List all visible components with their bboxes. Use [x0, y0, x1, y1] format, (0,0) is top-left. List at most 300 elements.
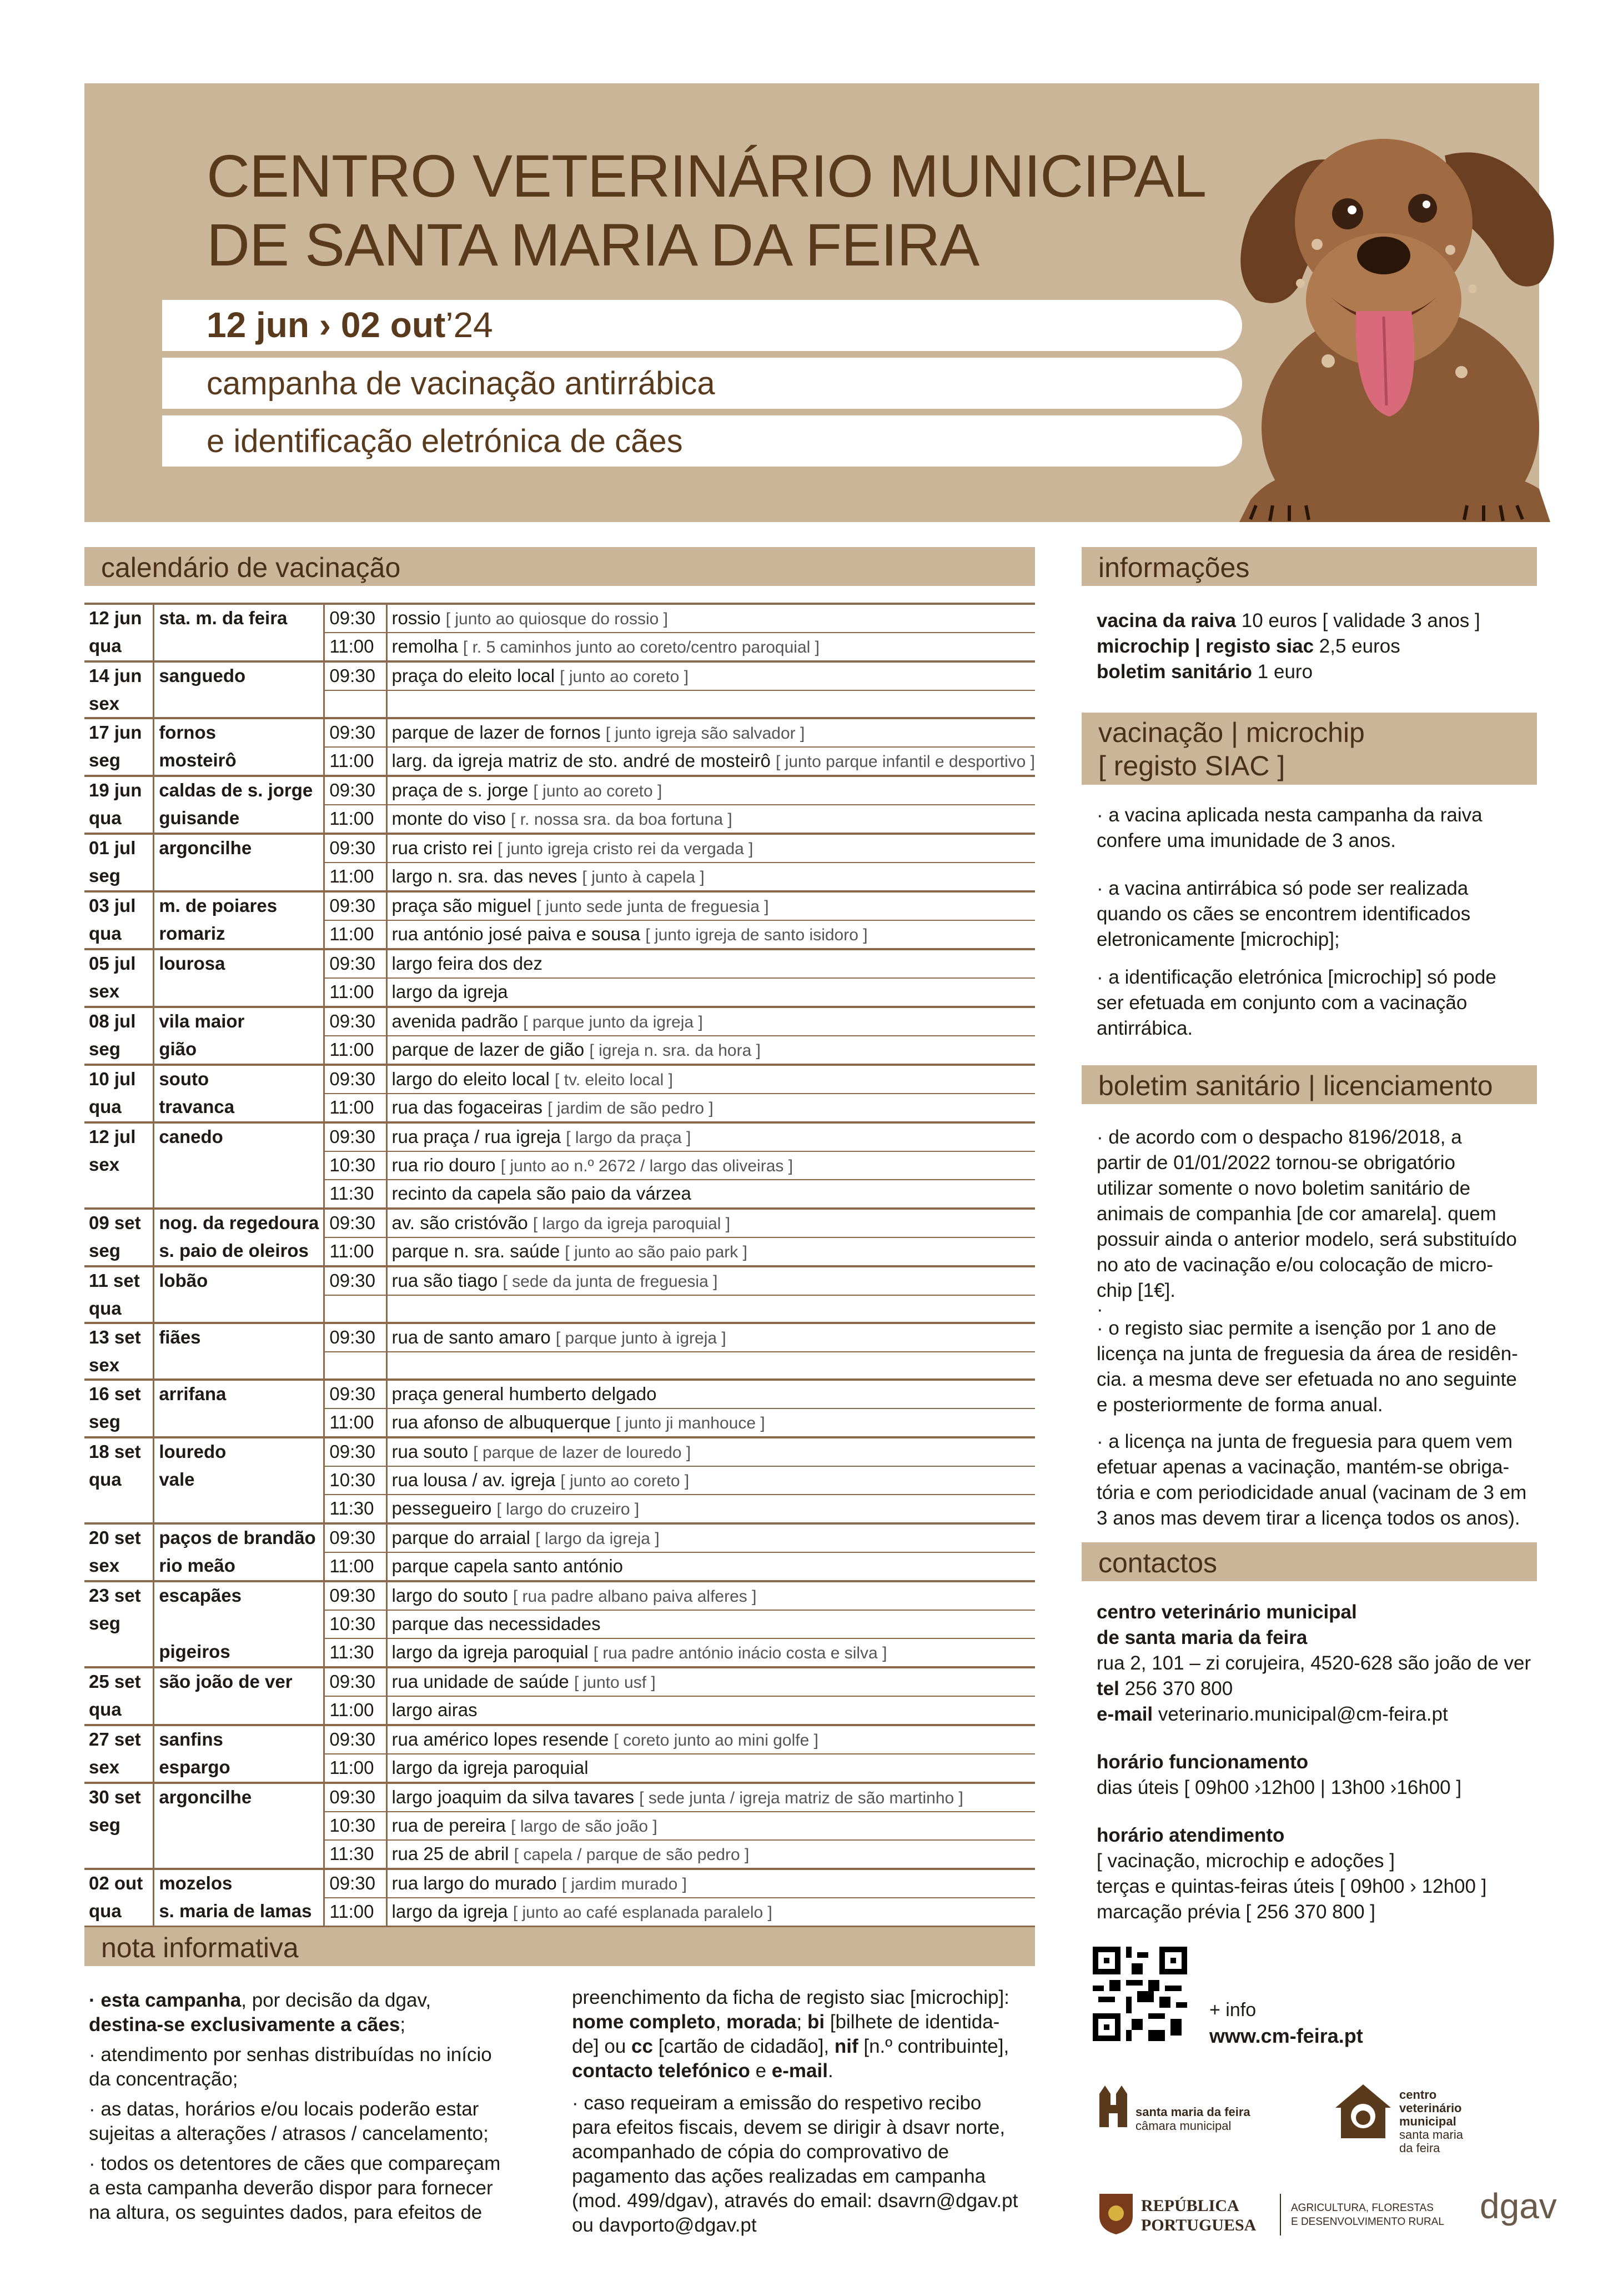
- location-name: rua rio douro: [391, 1155, 496, 1175]
- location-name: rossio: [391, 608, 441, 628]
- location-name: monte do viso: [391, 808, 506, 829]
- row-time: [324, 690, 386, 718]
- row-parish: [154, 1295, 324, 1323]
- row-parish: sanguedo: [154, 661, 324, 690]
- row-time: 09:30: [324, 1007, 386, 1036]
- location-note: [ junto ao coreto ]: [560, 1472, 690, 1490]
- location-note: [ jardim murado ]: [561, 1875, 687, 1893]
- table-row: [84, 1180, 1035, 1209]
- location-name: recinto da capela são paio da várzea: [391, 1183, 691, 1204]
- row-date: 19 jun: [84, 776, 154, 805]
- table-row: [84, 1667, 1035, 1696]
- cvm-house-dog-logo-icon: [1333, 2080, 1394, 2141]
- table-row: [84, 891, 1035, 920]
- row-date: qua: [89, 1096, 122, 1117]
- row-time: 11:30: [324, 1840, 386, 1869]
- logo-divider: [1280, 2194, 1281, 2235]
- location-name: parque n. sra. saúde: [391, 1241, 560, 1261]
- row-time: 09:30: [324, 1380, 386, 1408]
- note-heading: nota informativa: [101, 1932, 299, 1963]
- row-date: sex: [89, 981, 120, 1001]
- table-row: [84, 690, 1035, 718]
- row-parish: vila maior: [154, 1007, 324, 1036]
- table-row: [84, 1437, 1035, 1466]
- row-time: 09:30: [324, 1323, 386, 1352]
- contact-phone: 256 370 800: [1124, 1678, 1233, 1700]
- table-row: [84, 1495, 1035, 1523]
- row-date: qua: [89, 635, 122, 656]
- row-location: [386, 1466, 1035, 1495]
- price-boletim: 1 euro: [1257, 661, 1313, 683]
- location-note: [ junto ao coreto ]: [533, 782, 662, 800]
- table-row: [84, 978, 1035, 1007]
- row-date: 25 set: [84, 1667, 154, 1696]
- row-date: [84, 1180, 154, 1209]
- row-time: [324, 1295, 386, 1323]
- row-time: 11:00: [324, 747, 386, 776]
- row-location: [386, 604, 1035, 633]
- row-parish: [154, 1840, 324, 1869]
- row-time: 10:30: [324, 1466, 386, 1495]
- price-rabies: 10 euros [ validade 3 anos ]: [1241, 610, 1480, 631]
- table-row: [84, 1094, 1035, 1122]
- row-time: 11:00: [324, 1552, 386, 1581]
- row-time: 11:00: [324, 1237, 386, 1266]
- row-date: seg: [89, 1240, 120, 1261]
- table-row: [84, 1783, 1035, 1812]
- row-location: [386, 1495, 1035, 1523]
- vaccination-heading-bar: [1082, 713, 1537, 785]
- location-name: largo do eleito local: [391, 1069, 550, 1089]
- subtitle-2: e identificação eletrónica de cães: [207, 423, 683, 459]
- row-location: [386, 1323, 1035, 1352]
- location-name: largo da igreja: [391, 981, 508, 1002]
- location-name: rua antónio josé paiva e sousa: [391, 924, 641, 944]
- row-location: [386, 690, 1035, 718]
- row-location: [386, 1036, 1035, 1065]
- row-time: 09:30: [324, 1523, 386, 1552]
- santa-maria-da-feira-logo-icon: [1097, 2083, 1130, 2127]
- table-row: [84, 604, 1035, 633]
- row-parish: souto: [154, 1065, 324, 1094]
- location-name: parque das necessidades: [391, 1613, 601, 1634]
- row-date: qua: [89, 1699, 122, 1720]
- vaccination-notes: · a vacina aplicada nesta campanha da raiva confere uma imunidade de 3 anos. · a vacina antirrábica só pode ser realizada quando os cães se encontrem identificados eletronicamente [microchip]; · a identificação eletrónica [microchip] só pode ser efetuada em conjunto com a vacinação antirrábica.: [1097, 804, 1496, 1039]
- republica-logo-line2: PORTUGUESA: [1141, 2216, 1257, 2234]
- table-row: [84, 1466, 1035, 1495]
- table-row: [84, 1696, 1035, 1725]
- ministry-line1: AGRICULTURA, FLORESTAS: [1291, 2202, 1434, 2214]
- row-date: 09 set: [84, 1209, 154, 1237]
- location-name: rua souto: [391, 1441, 469, 1462]
- ministry-line2: E DESENVOLVIMENTO RURAL: [1291, 2216, 1444, 2228]
- row-date: 18 set: [84, 1437, 154, 1466]
- row-parish: rio meão: [154, 1552, 324, 1581]
- table-row: [84, 1898, 1035, 1927]
- location-name: rua cristo rei: [391, 838, 493, 858]
- location-name: larg. da igreja matriz de sto. andré de mosteirô: [391, 750, 771, 771]
- contacts-heading: contactos: [1098, 1547, 1218, 1578]
- row-location: [386, 1065, 1035, 1094]
- row-time: 09:30: [324, 776, 386, 805]
- row-parish: paços de brandão: [154, 1523, 324, 1552]
- location-note: [ tv. eleito local ]: [555, 1071, 673, 1089]
- row-date: sex: [89, 1555, 120, 1576]
- location-note: [ sede junta / igreja matriz de são martinho ]: [639, 1789, 963, 1807]
- location-note: [ parque junto da igreja ]: [523, 1013, 703, 1031]
- republica-logo-line1: REPÚBLICA: [1141, 2197, 1239, 2215]
- row-time: 09:30: [324, 1437, 386, 1466]
- table-row: [84, 747, 1035, 776]
- row-date: 12 jun: [84, 604, 154, 633]
- location-note: [ parque junto à igreja ]: [555, 1329, 726, 1347]
- location-name: av. são cristóvão: [391, 1212, 528, 1233]
- row-location: [386, 1122, 1035, 1151]
- subtitle-pill-2: [162, 415, 1242, 467]
- row-parish: sta. m. da feira: [154, 604, 324, 633]
- vaccination-heading: vacinação | microchip [ registo SIAC ]: [1098, 717, 1365, 781]
- row-location: [386, 1209, 1035, 1237]
- info-heading: informações: [1098, 552, 1250, 583]
- row-time: 09:30: [324, 1667, 386, 1696]
- row-date: [84, 1638, 154, 1667]
- location-note: [ rua padre antónio inácio costa e silva ]: [593, 1644, 887, 1662]
- row-time: 11:00: [324, 1408, 386, 1437]
- calendar-heading: calendário de vacinação: [101, 552, 401, 583]
- row-location: [386, 1725, 1035, 1754]
- row-date: seg: [89, 1814, 120, 1835]
- smf-logo-name: santa maria da feira: [1135, 2105, 1250, 2119]
- row-location: [386, 863, 1035, 891]
- row-time: 09:30: [324, 661, 386, 690]
- location-name: largo n. sra. das neves: [391, 866, 577, 886]
- subtitle-1: campanha de vacinação antirrábica: [207, 365, 715, 402]
- table-row: [84, 633, 1035, 661]
- row-time: 09:30: [324, 1581, 386, 1610]
- location-note: [ junto ao quiosque do rossio ]: [445, 610, 668, 628]
- row-parish: [154, 1696, 324, 1725]
- row-date: 01 jul: [84, 834, 154, 863]
- row-parish: [154, 1495, 324, 1523]
- row-date: seg: [89, 1613, 120, 1633]
- row-parish: lobão: [154, 1266, 324, 1295]
- location-name: rua das fogaceiras: [391, 1097, 543, 1117]
- table-row: [84, 1840, 1035, 1869]
- location-note: [ junto igreja são salvador ]: [605, 724, 805, 743]
- row-parish: s. maria de lamas: [154, 1898, 324, 1927]
- row-time: 11:00: [324, 1094, 386, 1122]
- location-name: largo joaquim da silva tavares: [391, 1787, 635, 1807]
- location-note: [ largo da igreja ]: [535, 1530, 660, 1548]
- row-time: 11:30: [324, 1180, 386, 1209]
- location-note: [ junto ao coreto ]: [560, 668, 689, 686]
- location-name: pessegueiro: [391, 1498, 492, 1518]
- row-date: 03 jul: [84, 891, 154, 920]
- row-date: 17 jun: [84, 718, 154, 747]
- row-location: [386, 978, 1035, 1007]
- row-time: 09:30: [324, 891, 386, 920]
- row-location: [386, 1840, 1035, 1869]
- row-location: [386, 1380, 1035, 1408]
- row-location: [386, 1783, 1035, 1812]
- row-date: 13 set: [84, 1323, 154, 1352]
- location-note: [ largo de são joão ]: [511, 1817, 657, 1836]
- table-row: [84, 1295, 1035, 1323]
- row-date: [84, 1495, 154, 1523]
- table-row: [84, 1151, 1035, 1180]
- row-location: [386, 891, 1035, 920]
- website-link[interactable]: www.cm-feira.pt: [1209, 2024, 1363, 2047]
- table-row: [84, 1552, 1035, 1581]
- location-name: largo airas: [391, 1700, 478, 1720]
- table-row: [84, 1523, 1035, 1552]
- row-parish: [154, 1180, 324, 1209]
- table-row: [84, 776, 1035, 805]
- row-parish: [154, 633, 324, 661]
- row-location: [386, 1151, 1035, 1180]
- row-location: [386, 1180, 1035, 1209]
- row-parish: travanca: [154, 1094, 324, 1122]
- dachshund-dog-image: [1217, 117, 1561, 522]
- row-location: [386, 1295, 1035, 1323]
- location-note: [ sede da junta de freguesia ]: [503, 1272, 718, 1291]
- location-name: rua unidade de saúde: [391, 1671, 569, 1692]
- location-note: [ largo da praça ]: [566, 1129, 691, 1147]
- row-date: seg: [89, 750, 120, 770]
- contact-address: rua 2, 101 – zi corujeira, 4520-628 são joão de ver: [1097, 1652, 1531, 1674]
- republica-portuguesa-shield-icon: [1097, 2191, 1135, 2235]
- row-date: qua: [89, 923, 122, 944]
- row-date: 16 set: [84, 1380, 154, 1408]
- table-row: [84, 1610, 1035, 1638]
- row-date: 08 jul: [84, 1007, 154, 1036]
- table-row: [84, 1812, 1035, 1840]
- table-row: [84, 1869, 1035, 1898]
- location-name: parque capela santo antónio: [391, 1556, 624, 1576]
- contact-email[interactable]: veterinario.municipal@cm-feira.pt: [1158, 1703, 1448, 1725]
- row-date: seg: [89, 1411, 120, 1432]
- row-parish: argoncilhe: [154, 1783, 324, 1812]
- row-parish: canedo: [154, 1122, 324, 1151]
- location-name: rua de pereira: [391, 1815, 506, 1836]
- dgav-logo: dgav: [1480, 2186, 1557, 2226]
- location-note: [ coreto junto ao mini golfe ]: [614, 1731, 818, 1749]
- row-time: 11:00: [324, 1036, 386, 1065]
- price-microchip: 2,5 euros: [1319, 635, 1400, 657]
- row-parish: s. paio de oleiros: [154, 1237, 324, 1266]
- row-location: [386, 633, 1035, 661]
- row-parish: [154, 690, 324, 718]
- location-name: rua praça / rua igreja: [391, 1126, 561, 1147]
- row-parish: fiães: [154, 1323, 324, 1352]
- location-name: largo da igreja paroquial: [391, 1757, 589, 1778]
- row-location: [386, 776, 1035, 805]
- location-name: praça general humberto delgado: [391, 1383, 657, 1404]
- location-note: [ junto igreja cristo rei da vergada ]: [498, 840, 753, 858]
- row-parish: sanfins: [154, 1725, 324, 1754]
- row-parish: [154, 978, 324, 1007]
- row-location: [386, 1898, 1035, 1927]
- row-time: 11:00: [324, 1898, 386, 1927]
- table-row: [84, 1408, 1035, 1437]
- location-name: parque de lazer de fornos: [391, 722, 601, 743]
- row-time: 11:00: [324, 633, 386, 661]
- table-row: [84, 1036, 1035, 1065]
- row-parish: mozelos: [154, 1869, 324, 1898]
- table-row: [84, 1380, 1035, 1408]
- note-heading-bar: [84, 1927, 1035, 1966]
- row-location: [386, 1581, 1035, 1610]
- row-time: 09:30: [324, 949, 386, 978]
- title-line-2: DE SANTA MARIA DA FEIRA: [207, 211, 979, 278]
- row-time: 09:30: [324, 718, 386, 747]
- location-note: [ junto sede junta de freguesia ]: [536, 898, 769, 916]
- smf-logo-sub: câmara municipal: [1135, 2119, 1232, 2133]
- note-column-2: preenchimento da ficha de registo siac [microchip]: nome completo, morada; bi [bilhete de identida- de] ou cc [cartão de cidadão], nif [n.º contribuinte], contacto telefónico e e-mail. · caso requeiram a emissão do respetivo recibo para efeitos fiscais, devem se dirigir à dsavr norte, acompanhado de cópia do comprovativo de pagamento das ações realizadas em campanha (mod. 499/dgav), através do email: dsavrn@dgav.pt ou davporto@dgav.pt: [572, 1987, 1018, 2236]
- location-note: [ largo do cruzeiro ]: [496, 1500, 640, 1518]
- location-note: [ r. 5 caminhos junto ao coreto/centro paroquial ]: [463, 638, 820, 656]
- location-name: praça de s. jorge: [391, 780, 529, 800]
- row-location: [386, 1408, 1035, 1437]
- row-date: sex: [89, 1757, 120, 1777]
- row-parish: são joão de ver: [154, 1667, 324, 1696]
- dates-pill: [162, 300, 1242, 351]
- price-label-boletim: boletim sanitário: [1097, 661, 1253, 683]
- table-row: [84, 1725, 1035, 1754]
- location-name: rua lousa / av. igreja: [391, 1470, 556, 1490]
- page-title: [207, 142, 1206, 279]
- row-parish: pigeiros: [154, 1638, 324, 1667]
- row-parish: m. de poiares: [154, 891, 324, 920]
- location-note: [ junto ao café esplanada paralelo ]: [512, 1903, 772, 1922]
- row-time: 11:00: [324, 863, 386, 891]
- row-time: 09:30: [324, 1122, 386, 1151]
- table-row: [84, 718, 1035, 747]
- row-parish: [154, 1812, 324, 1840]
- contacts-heading-bar: [1082, 1542, 1537, 1581]
- row-time: 11:00: [324, 1696, 386, 1725]
- location-note: [ igreja n. sra. da hora ]: [589, 1041, 761, 1060]
- row-date: 20 set: [84, 1523, 154, 1552]
- row-time: 09:30: [324, 1783, 386, 1812]
- row-time: 10:30: [324, 1151, 386, 1180]
- location-name: avenida padrão: [391, 1011, 519, 1031]
- row-parish: escapães: [154, 1581, 324, 1610]
- row-date: [84, 1840, 154, 1869]
- table-row: [84, 1065, 1035, 1094]
- location-note: [ largo da igreja paroquial ]: [532, 1215, 731, 1233]
- row-parish: vale: [154, 1466, 324, 1495]
- row-time: 09:30: [324, 834, 386, 863]
- table-row: [84, 1122, 1035, 1151]
- table-row: [84, 1266, 1035, 1295]
- row-parish: espargo: [154, 1754, 324, 1783]
- row-parish: [154, 863, 324, 891]
- table-row: [84, 863, 1035, 891]
- row-parish: fornos: [154, 718, 324, 747]
- location-name: rua afonso de albuquerque: [391, 1412, 611, 1432]
- location-note: [ junto parque infantil e desportivo ]: [776, 753, 1035, 771]
- row-location: [386, 1352, 1035, 1380]
- info-prices: [1097, 608, 1480, 685]
- subtitle-pill-1: [162, 358, 1242, 409]
- row-location: [386, 1869, 1035, 1898]
- row-parish: nog. da regedoura: [154, 1209, 324, 1237]
- row-time: 11:00: [324, 1754, 386, 1783]
- opening-hours: dias úteis [ 09h00 ›12h00 | 13h00 ›16h00 ]: [1097, 1777, 1462, 1798]
- table-row: [84, 1352, 1035, 1380]
- location-note: [ junto usf ]: [574, 1673, 656, 1692]
- row-parish: gião: [154, 1036, 324, 1065]
- location-name: remolha: [391, 636, 458, 656]
- row-time: 09:30: [324, 1266, 386, 1295]
- table-row: [84, 1638, 1035, 1667]
- row-location: [386, 1812, 1035, 1840]
- row-parish: romariz: [154, 920, 324, 949]
- row-time: 10:30: [324, 1812, 386, 1840]
- location-name: rua são tiago: [391, 1270, 498, 1291]
- row-location: [386, 1552, 1035, 1581]
- title-line-1: CENTRO VETERINÁRIO MUNICIPAL: [207, 142, 1207, 209]
- note-column-1: · esta campanha, por decisão da dgav, destina-se exclusivamente a cães; · atendimento por senhas distribuídas no início da concentração; · as datas, horários e/ou locais poderão estar sujeitas a alterações / atrasos / cancelamento; · todos os detentores de cães que compareçam a esta campanha deverão dispor para fornecer na altura, os seguintes dados, para efeitos de: [89, 1989, 501, 2223]
- row-date: sex: [89, 1355, 120, 1375]
- location-note: [ junto à capela ]: [582, 868, 705, 886]
- header-banner: [84, 83, 1539, 522]
- row-location: [386, 1610, 1035, 1638]
- row-time: 09:30: [324, 1725, 386, 1754]
- location-note: [ junto ji manhouce ]: [616, 1414, 765, 1432]
- qr-code-icon[interactable]: [1093, 1947, 1187, 2041]
- location-name: praça são miguel: [391, 895, 531, 916]
- location-name: parque de lazer de gião: [391, 1039, 585, 1060]
- row-date: 02 out: [84, 1869, 154, 1898]
- table-row: [84, 661, 1035, 690]
- contact-name-1: centro veterinário municipal: [1097, 1601, 1357, 1623]
- row-location: [386, 747, 1035, 776]
- location-name: parque do arraial: [391, 1527, 531, 1548]
- row-location: [386, 1667, 1035, 1696]
- row-date: qua: [89, 1469, 122, 1490]
- location-note: [ junto ao são paio park ]: [565, 1243, 747, 1261]
- row-date: 27 set: [84, 1725, 154, 1754]
- row-time: 09:30: [324, 1065, 386, 1094]
- row-parish: [154, 1151, 324, 1180]
- row-date: sex: [89, 1154, 120, 1175]
- location-note: [ jardim de são pedro ]: [547, 1099, 713, 1117]
- row-time: 09:30: [324, 1209, 386, 1237]
- location-note: [ junto igreja de santo isidoro ]: [645, 926, 868, 944]
- row-date: qua: [89, 1298, 122, 1319]
- row-location: [386, 1007, 1035, 1036]
- campaign-year: ’24: [445, 305, 493, 345]
- cvm-logo-text: centro veterinário municipal santa maria da feira: [1399, 2088, 1463, 2155]
- row-parish: [154, 1408, 324, 1437]
- table-row: [84, 1209, 1035, 1237]
- row-parish: arrifana: [154, 1380, 324, 1408]
- row-location: [386, 1696, 1035, 1725]
- location-name: praça do eleito local: [391, 665, 555, 686]
- more-info-label: + info: [1209, 1999, 1257, 2021]
- row-date: 30 set: [84, 1783, 154, 1812]
- row-date: 12 jul: [84, 1122, 154, 1151]
- location-name: rua américo lopes resende: [391, 1729, 609, 1749]
- calendar-heading-bar: [84, 547, 1035, 586]
- row-location: [386, 1437, 1035, 1466]
- table-row: [84, 1323, 1035, 1352]
- row-date: 10 jul: [84, 1065, 154, 1094]
- row-location: [386, 1523, 1035, 1552]
- location-name: rua de santo amaro: [391, 1327, 551, 1347]
